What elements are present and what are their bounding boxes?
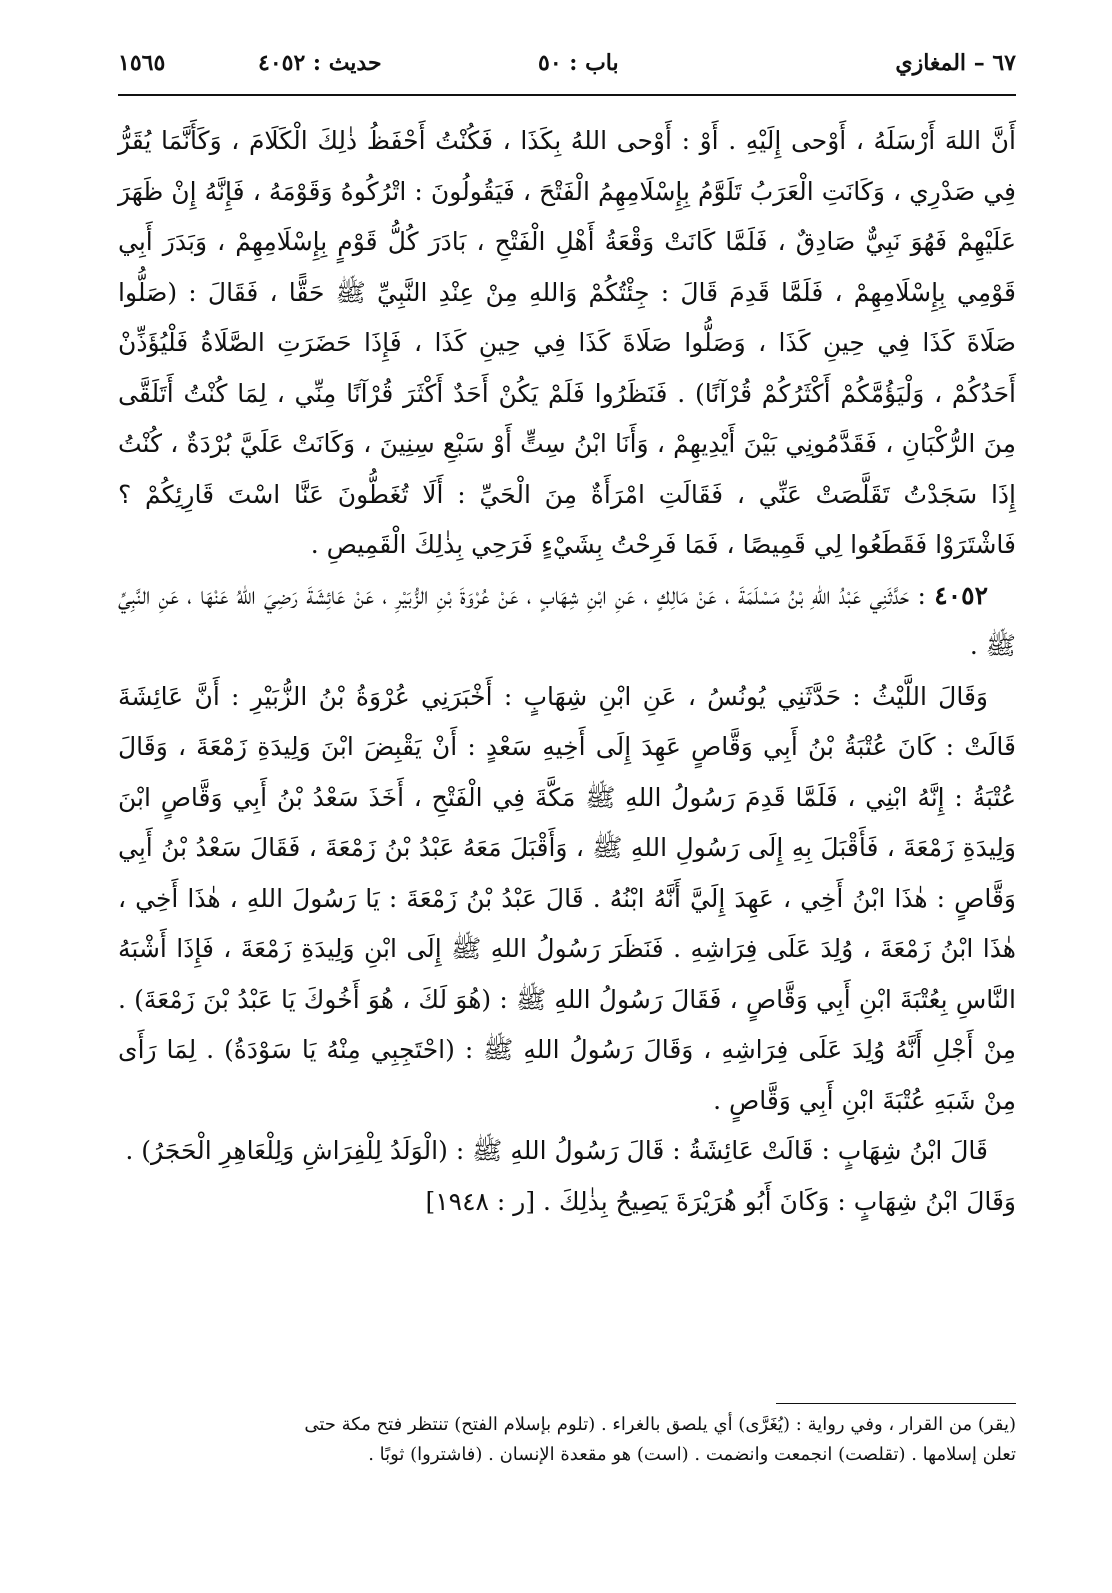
footnotes	[118, 1410, 1016, 1470]
paragraph-narration-continued: أَنَّ اللهَ أَرْسَلَهُ ، أَوْحى إِلَيْهِ . أَوْ : أَوْحى اللهُ بِكَذَا ، فَكُنْتُ أَحْفَظُ ذٰلِكَ الْكَلَامَ ، وَكَأَنَّمَا يُقَرُّ فِي صَدْرِي ، وَكَانَتِ الْعَرَبُ تَلَوَّمُ بِإِسْلَامِهِمُ الْفَتْحَ ، فَيَقُولُونَ : اتْرُكُوهُ وَقَوْمَهُ ، فَإِنَّهُ إِنْ ظَهَرَ عَلَيْهِمْ فَهُوَ نَبِيٌّ صَادِقٌ ، فَلَمَّا كَانَتْ وَقْعَةُ أَهْلِ الْفَتْحِ ، بَادَرَ كُلُّ قَوْمٍ بِإِسْلَامِهِمْ ، وَبَدَرَ أَبِي قَوْمِي بِإِسْلَامِهِمْ ، فَلَمَّا قَدِمَ قَالَ : جِئْتُكُمْ وَاللهِ مِنْ عِنْدِ النَّبِيِّ ﷺ حَقًّا ، فَقَالَ : (صَلُّوا صَلَاةَ كَذَا فِي حِينِ كَذَا ، وَصَلُّوا صَلَاةَ كَذَا فِي حِينِ كَذَا ، فَإِذَا حَضَرَتِ الصَّلَاةُ فَلْيُؤَذِّنْ أَحَدُكُمْ ، وَلْيَؤُمَّكُمْ أَكْثَرُكُمْ قُرْآنًا) . فَنَظَرُوا فَلَمْ يَكُنْ أَحَدٌ أَكْثَرَ قُرْآنًا مِنِّي ، لِمَا كُنْتُ أَتَلَقَّى مِنَ الرُّكْبَانِ ، فَقَدَّمُونِي بَيْنَ أَيْدِيهِمْ ، وَأَنَا ابْنُ سِتٍّ أَوْ سَبْعِ سِنِينَ ، وَكَانَتْ عَلَيَّ بُرْدَةٌ ، كُنْتُ إِذَا سَجَدْتُ تَقَلَّصَتْ عَنِّي ، فَقَالَتِ امْرَأَةٌ مِنَ الْحَيِّ : أَلَا تُغَطُّونَ عَنَّا اسْتَ قَارِئِكُمْ ؟ فَاشْتَرَوْا فَقَطَعُوا لِي قَمِيصًا ، فَمَا فَرِحْتُ بِشَيْءٍ فَرَحِي بِذٰلِكَ الْقَمِيصِ .	[118, 126, 1016, 559]
chapter-label: باب : ٥٠	[538, 50, 619, 76]
paragraph-hadith-4052	[118, 571, 1016, 672]
paragraph-ibn-shihab-2: وَقَالَ ابْنُ شِهَابٍ : وَكَانَ أَبُو هُرَيْرَةَ يَصِيحُ بِذٰلِكَ . [ر : ١٩٤٨]	[425, 1186, 1016, 1216]
footnote-line: تعلن إسلامها . (تقلصت) انجمعت وانضمت . (است) هو مقعدة الإنسان . (فاشتروا) ثوبًا .	[368, 1444, 1016, 1465]
page-number: ١٥٦٥	[118, 50, 166, 76]
hadith-isnad: : حَدَّثَنِي عَبْدُ اللهِ بْنُ مَسْلَمَةَ ، عَنْ مَالِكٍ ، عَنِ ابْنِ شِهَابٍ ، عَنْ عُرْوَةَ بْنِ الزُّبَيْرِ ، عَنْ عَائِشَةَ رَضِيَ اللهُ عَنْهَا ، عَنِ النَّبِيِّ ﷺ .	[118, 580, 1016, 660]
footnote-line: (يقر) من القرار ، وفي رواية : (يُغَرَّى) أي يلصق بالغراء . (تلوم بإسلام الفتح) تنتظر فتح مكة حتى	[304, 1414, 1016, 1435]
main-text	[118, 116, 1016, 1227]
hadith-label: حديث : ٤٠٥٢	[258, 50, 382, 76]
section-title: ٦٧ – المغازي	[895, 50, 1016, 76]
page-header	[118, 38, 1016, 96]
paragraph-ibn-shihab-1: قَالَ ابْنُ شِهَابٍ : قَالَتْ عَائِشَةُ : قَالَ رَسُولُ اللهِ ﷺ : (الْوَلَدُ لِلْفِرَاشِ وَلِلْعَاهِرِ الْحَجَرُ) .	[125, 1136, 988, 1165]
paragraph-layth-narration: وَقَالَ اللَّيْثُ : حَدَّثَنِي يُونُسُ ، عَنِ ابْنِ شِهَابٍ : أَخْبَرَنِي عُرْوَةُ بْنُ الزُّبَيْرِ : أَنَّ عَائِشَةَ قَالَتْ : كَانَ عُتْبَةُ بْنُ أَبِي وَقَّاصٍ عَهِدَ إِلَى أَخِيهِ سَعْدٍ : أَنْ يَقْبِضَ ابْنَ وَلِيدَةِ زَمْعَةَ ، وَقَالَ عُتْبَةُ : إِنَّهُ ابْنِي ، فَلَمَّا قَدِمَ رَسُولُ اللهِ ﷺ مَكَّةَ فِي الْفَتْحِ ، أَخَذَ سَعْدُ بْنُ أَبِي وَقَّاصٍ ابْنَ وَلِيدَةِ زَمْعَةَ ، فَأَقْبَلَ بِهِ إِلَى رَسُولِ اللهِ ﷺ ، وَأَقْبَلَ مَعَهُ عَبْدُ بْنُ زَمْعَةَ ، فَقَالَ سَعْدُ بْنُ أَبِي وَقَّاصٍ : هٰذَا ابْنُ أَخِي ، عَهِدَ إِلَيَّ أَنَّهُ ابْنُهُ . قَالَ عَبْدُ بْنُ زَمْعَةَ : يَا رَسُولَ اللهِ ، هٰذَا أَخِي ، هٰذَا ابْنُ زَمْعَةَ ، وُلِدَ عَلَى فِرَاشِهِ . فَنَظَرَ رَسُولُ اللهِ ﷺ إِلَى ابْنِ وَلِيدَةِ زَمْعَةَ ، فَإِذَا أَشْبَهُ النَّاسِ بِعُتْبَةَ ابْنِ أَبِي وَقَّاصٍ ، فَقَالَ رَسُولُ اللهِ ﷺ : (هُوَ لَكَ ، هُوَ أَخُوكَ يَا عَبْدُ بْنَ زَمْعَةَ) . مِنْ أَجْلِ أَنَّهُ وُلِدَ عَلَى فِرَاشِهِ ، وَقَالَ رَسُولُ اللهِ ﷺ : (احْتَجِبِي مِنْهُ يَا سَوْدَةُ) . لِمَا رَأَى مِنْ شَبَهِ عُتْبَةَ ابْنِ أَبِي وَقَّاصٍ .	[118, 681, 1016, 1115]
footnote-divider	[776, 1403, 1016, 1404]
hadith-number: ٤٠٥٢	[934, 580, 988, 610]
